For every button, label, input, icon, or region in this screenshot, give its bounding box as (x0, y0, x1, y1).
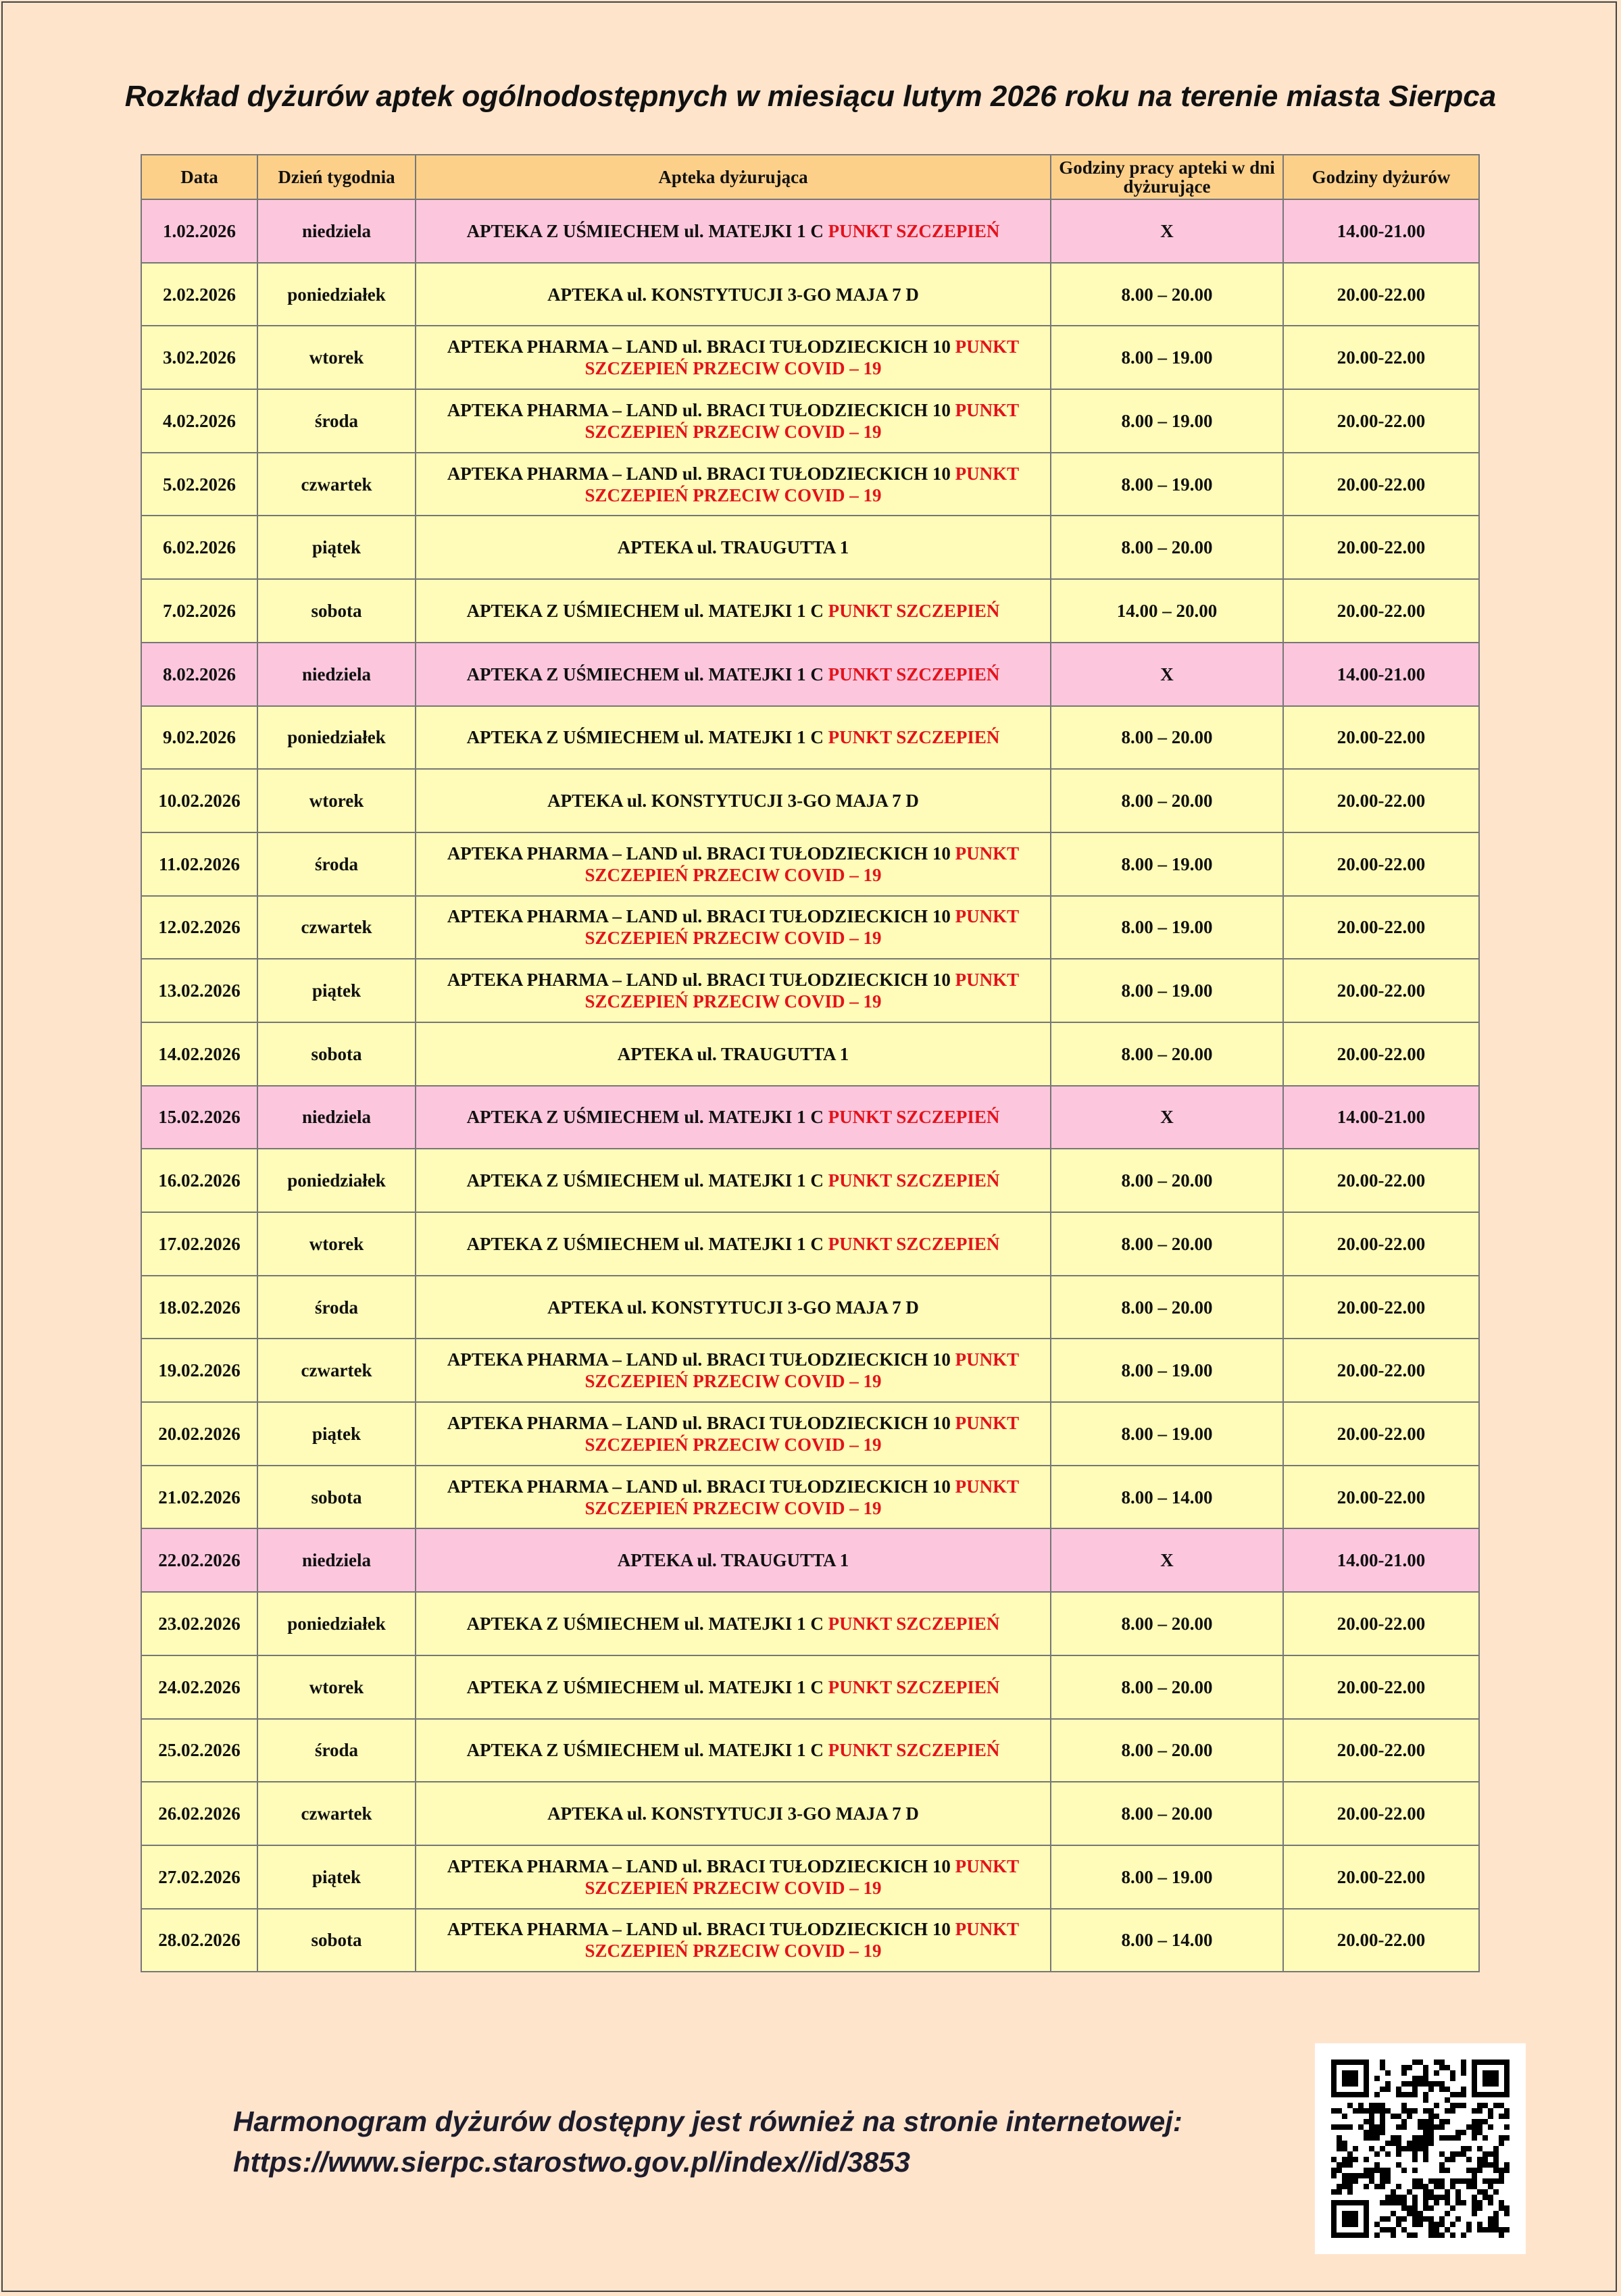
cell-weekday: poniedziałek (257, 263, 416, 326)
cell-date: 23.02.2026 (141, 1592, 257, 1655)
pharmacy-name: APTEKA PHARMA – LAND ul. BRACI TUŁODZIECKICH 10 (447, 336, 955, 357)
cell-opening-hours: 8.00 – 19.00 (1051, 326, 1283, 389)
cell-pharmacy (416, 579, 1051, 643)
table-row (141, 1212, 1479, 1276)
cell-pharmacy (416, 1719, 1051, 1782)
vaccination-point-label: PUNKT SZCZEPIEŃ (828, 1740, 1000, 1761)
table-row (141, 579, 1479, 643)
cell-date: 8.02.2026 (141, 643, 257, 706)
table-row (141, 516, 1479, 579)
page-title: Rozkład dyżurów aptek ogólnodostępnych w miesiącu lutym 2026 roku na terenie miasta Sierpca (124, 80, 1497, 113)
cell-duty-hours: 20.00-22.00 (1283, 1402, 1479, 1466)
vaccination-point-label: PUNKT SZCZEPIEŃ PRZECIW COVID – 19 (584, 1855, 1020, 1898)
pharmacy-name: APTEKA ul. TRAUGUTTA 1 (617, 1043, 849, 1064)
cell-opening-hours: 8.00 – 14.00 (1051, 1909, 1283, 1972)
cell-weekday: czwartek (257, 896, 416, 959)
pharmacy-name: APTEKA PHARMA – LAND ul. BRACI TUŁODZIECKICH 10 (447, 906, 955, 927)
table-row (141, 1086, 1479, 1149)
dinosaur-icon (1401, 2130, 1434, 2162)
cell-date: 9.02.2026 (141, 706, 257, 770)
cell-duty-hours: 20.00-22.00 (1283, 706, 1479, 770)
cell-duty-hours: 20.00-22.00 (1283, 1782, 1479, 1845)
table-row (141, 1592, 1479, 1655)
cell-date: 1.02.2026 (141, 199, 257, 263)
cell-pharmacy (416, 1149, 1051, 1212)
cell-duty-hours: 20.00-22.00 (1283, 1466, 1479, 1529)
cell-pharmacy (416, 1276, 1051, 1339)
table-row (141, 453, 1479, 516)
vaccination-point-label: PUNKT SZCZEPIEŃ PRZECIW COVID – 19 (584, 463, 1020, 505)
cell-weekday: wtorek (257, 1655, 416, 1719)
table-header-row (141, 155, 1479, 199)
cell-date: 17.02.2026 (141, 1212, 257, 1276)
pharmacy-name: APTEKA PHARMA – LAND ul. BRACI TUŁODZIECKICH 10 (447, 1412, 955, 1433)
cell-pharmacy (416, 896, 1051, 959)
cell-duty-hours: 14.00-21.00 (1283, 1086, 1479, 1149)
cell-date: 28.02.2026 (141, 1909, 257, 1972)
table-row (141, 1339, 1479, 1402)
cell-date: 4.02.2026 (141, 389, 257, 453)
header-pharmacy: Apteka dyżurująca (416, 155, 1051, 199)
table-row (141, 1845, 1479, 1909)
schedule-table (141, 154, 1480, 1972)
vaccination-point-label: PUNKT SZCZEPIEŃ PRZECIW COVID – 19 (584, 1476, 1020, 1518)
cell-opening-hours: 8.00 – 20.00 (1051, 1655, 1283, 1719)
cell-opening-hours: 8.00 – 20.00 (1051, 1719, 1283, 1782)
vaccination-point-label: PUNKT SZCZEPIEŃ PRZECIW COVID – 19 (584, 399, 1020, 442)
vaccination-point-label: PUNKT SZCZEPIEŃ (828, 1170, 1000, 1191)
cell-duty-hours: 20.00-22.00 (1283, 1339, 1479, 1402)
pharmacy-name: APTEKA Z UŚMIECHEM ul. MATEJKI 1 C (466, 664, 828, 684)
table-row (141, 706, 1479, 770)
cell-opening-hours: 8.00 – 14.00 (1051, 1466, 1283, 1529)
cell-date: 21.02.2026 (141, 1466, 257, 1529)
vaccination-point-label: PUNKT SZCZEPIEŃ PRZECIW COVID – 19 (584, 336, 1020, 379)
vaccination-point-label: PUNKT SZCZEPIEŃ (828, 600, 1000, 621)
cell-pharmacy (416, 1086, 1051, 1149)
vaccination-point-label: PUNKT SZCZEPIEŃ (828, 1676, 1000, 1697)
table-row (141, 1149, 1479, 1212)
cell-opening-hours: 8.00 – 19.00 (1051, 389, 1283, 453)
cell-weekday: poniedziałek (257, 1149, 416, 1212)
vaccination-point-label: PUNKT SZCZEPIEŃ PRZECIW COVID – 19 (584, 843, 1020, 885)
pharmacy-name: APTEKA PHARMA – LAND ul. BRACI TUŁODZIECKICH 10 (447, 970, 955, 991)
cell-weekday: czwartek (257, 453, 416, 516)
cell-duty-hours: 20.00-22.00 (1283, 1719, 1479, 1782)
cell-duty-hours: 20.00-22.00 (1283, 263, 1479, 326)
footer-url[interactable]: https://www.sierpc.starostwo.gov.pl/index//id/3853 (233, 2146, 911, 2178)
vaccination-point-label: PUNKT SZCZEPIEŃ PRZECIW COVID – 19 (584, 1412, 1020, 1455)
cell-weekday: niedziela (257, 199, 416, 263)
vaccination-point-label: PUNKT SZCZEPIEŃ PRZECIW COVID – 19 (584, 970, 1020, 1012)
cell-date: 3.02.2026 (141, 326, 257, 389)
table-row (141, 643, 1479, 706)
cell-duty-hours: 20.00-22.00 (1283, 769, 1479, 832)
header-opening-hours: Godziny pracy apteki w dni dyżurujące (1051, 155, 1283, 199)
cell-weekday: wtorek (257, 326, 416, 389)
pharmacy-name: APTEKA Z UŚMIECHEM ul. MATEJKI 1 C (466, 1676, 828, 1697)
cell-weekday: sobota (257, 1022, 416, 1086)
table-row (141, 769, 1479, 832)
cell-pharmacy (416, 1466, 1051, 1529)
cell-date: 26.02.2026 (141, 1782, 257, 1845)
cell-weekday: sobota (257, 1466, 416, 1529)
cell-opening-hours: 8.00 – 20.00 (1051, 769, 1283, 832)
cell-date: 2.02.2026 (141, 263, 257, 326)
cell-opening-hours: 8.00 – 19.00 (1051, 1339, 1283, 1402)
pharmacy-name: APTEKA PHARMA – LAND ul. BRACI TUŁODZIECKICH 10 (447, 1349, 955, 1370)
schedule-rows (141, 199, 1479, 1972)
pharmacy-name: APTEKA Z UŚMIECHEM ul. MATEJKI 1 C (466, 1613, 828, 1634)
footer-text: Harmonogram dyżurów dostępny jest również na stronie internetowej: (233, 2105, 1182, 2137)
cell-date: 19.02.2026 (141, 1339, 257, 1402)
table-row (141, 1402, 1479, 1466)
cell-duty-hours: 20.00-22.00 (1283, 1592, 1479, 1655)
vaccination-point-label: PUNKT SZCZEPIEŃ (828, 727, 1000, 748)
cell-date: 7.02.2026 (141, 579, 257, 643)
cell-date: 13.02.2026 (141, 959, 257, 1022)
cell-duty-hours: 20.00-22.00 (1283, 1909, 1479, 1972)
cell-opening-hours: 8.00 – 19.00 (1051, 959, 1283, 1022)
cell-date: 22.02.2026 (141, 1528, 257, 1592)
pharmacy-name: APTEKA ul. KONSTYTUCJI 3-GO MAJA 7 D (547, 791, 919, 812)
cell-date: 6.02.2026 (141, 516, 257, 579)
vaccination-point-label: PUNKT SZCZEPIEŃ PRZECIW COVID – 19 (584, 906, 1020, 949)
qr-code[interactable] (1315, 2043, 1526, 2254)
cell-weekday: czwartek (257, 1339, 416, 1402)
cell-duty-hours: 20.00-22.00 (1283, 896, 1479, 959)
cell-duty-hours: 20.00-22.00 (1283, 326, 1479, 389)
table-row (141, 1719, 1479, 1782)
pharmacy-name: APTEKA Z UŚMIECHEM ul. MATEJKI 1 C (466, 220, 828, 241)
cell-pharmacy (416, 199, 1051, 263)
vaccination-point-label: PUNKT SZCZEPIEŃ (828, 220, 1000, 241)
cell-pharmacy (416, 1909, 1051, 1972)
pharmacy-name: APTEKA PHARMA – LAND ul. BRACI TUŁODZIECKICH 10 (447, 843, 955, 864)
table-row (141, 1655, 1479, 1719)
cell-weekday: piątek (257, 1402, 416, 1466)
cell-opening-hours: 8.00 – 19.00 (1051, 896, 1283, 959)
cell-opening-hours: 8.00 – 20.00 (1051, 1276, 1283, 1339)
header-date: Data (141, 155, 257, 199)
cell-pharmacy (416, 326, 1051, 389)
table-row (141, 389, 1479, 453)
cell-opening-hours: 8.00 – 19.00 (1051, 453, 1283, 516)
table-row (141, 1782, 1479, 1845)
cell-date: 10.02.2026 (141, 769, 257, 832)
cell-pharmacy (416, 643, 1051, 706)
cell-weekday: środa (257, 1719, 416, 1782)
table-row (141, 1276, 1479, 1339)
cell-duty-hours: 20.00-22.00 (1283, 1845, 1479, 1909)
cell-duty-hours: 20.00-22.00 (1283, 389, 1479, 453)
cell-duty-hours: 20.00-22.00 (1283, 1149, 1479, 1212)
pharmacy-name: APTEKA ul. KONSTYTUCJI 3-GO MAJA 7 D (547, 284, 919, 305)
cell-pharmacy (416, 1655, 1051, 1719)
cell-date: 12.02.2026 (141, 896, 257, 959)
cell-pharmacy (416, 1528, 1051, 1592)
pharmacy-name: APTEKA ul. KONSTYTUCJI 3-GO MAJA 7 D (547, 1297, 919, 1318)
cell-duty-hours: 20.00-22.00 (1283, 959, 1479, 1022)
cell-pharmacy (416, 1022, 1051, 1086)
cell-pharmacy (416, 832, 1051, 896)
cell-weekday: niedziela (257, 1528, 416, 1592)
cell-duty-hours: 20.00-22.00 (1283, 453, 1479, 516)
table-row (141, 199, 1479, 263)
pharmacy-name: APTEKA ul. TRAUGUTTA 1 (617, 1550, 849, 1571)
cell-weekday: niedziela (257, 643, 416, 706)
cell-duty-hours: 14.00-21.00 (1283, 199, 1479, 263)
cell-weekday: piątek (257, 516, 416, 579)
pharmacy-name: APTEKA PHARMA – LAND ul. BRACI TUŁODZIECKICH 10 (447, 1476, 955, 1497)
cell-duty-hours: 14.00-21.00 (1283, 1528, 1479, 1592)
header-weekday: Dzień tygodnia (257, 155, 416, 199)
cell-opening-hours: 8.00 – 20.00 (1051, 1212, 1283, 1276)
vaccination-point-label: PUNKT SZCZEPIEŃ (828, 1613, 1000, 1634)
cell-date: 25.02.2026 (141, 1719, 257, 1782)
cell-weekday: sobota (257, 579, 416, 643)
cell-pharmacy (416, 1339, 1051, 1402)
cell-pharmacy (416, 453, 1051, 516)
vaccination-point-label: PUNKT SZCZEPIEŃ PRZECIW COVID – 19 (584, 1919, 1020, 1962)
cell-opening-hours: 8.00 – 19.00 (1051, 832, 1283, 896)
cell-duty-hours: 14.00-21.00 (1283, 643, 1479, 706)
cell-date: 11.02.2026 (141, 832, 257, 896)
cell-weekday: środa (257, 832, 416, 896)
table-row (141, 1909, 1479, 1972)
table-row (141, 263, 1479, 326)
header-duty-hours: Godziny dyżurów (1283, 155, 1479, 199)
cell-weekday: poniedziałek (257, 706, 416, 770)
cell-opening-hours: X (1051, 199, 1283, 263)
cell-opening-hours: 14.00 – 20.00 (1051, 579, 1283, 643)
cell-duty-hours: 20.00-22.00 (1283, 1212, 1479, 1276)
cell-weekday: wtorek (257, 769, 416, 832)
cell-pharmacy (416, 1782, 1051, 1845)
cell-opening-hours: 8.00 – 20.00 (1051, 516, 1283, 579)
cell-weekday: piątek (257, 959, 416, 1022)
cell-weekday: sobota (257, 1909, 416, 1972)
cell-opening-hours: 8.00 – 19.00 (1051, 1402, 1283, 1466)
cell-weekday: środa (257, 1276, 416, 1339)
cell-duty-hours: 20.00-22.00 (1283, 832, 1479, 896)
cell-date: 20.02.2026 (141, 1402, 257, 1466)
cell-weekday: środa (257, 389, 416, 453)
cell-date: 16.02.2026 (141, 1149, 257, 1212)
cell-weekday: piątek (257, 1845, 416, 1909)
cell-pharmacy (416, 389, 1051, 453)
table-row (141, 1022, 1479, 1086)
cell-weekday: niedziela (257, 1086, 416, 1149)
cell-opening-hours: 8.00 – 20.00 (1051, 1022, 1283, 1086)
cell-date: 14.02.2026 (141, 1022, 257, 1086)
cell-duty-hours: 20.00-22.00 (1283, 579, 1479, 643)
cell-pharmacy (416, 1402, 1051, 1466)
cell-duty-hours: 20.00-22.00 (1283, 1022, 1479, 1086)
table-row (141, 959, 1479, 1022)
vaccination-point-label: PUNKT SZCZEPIEŃ (828, 664, 1000, 684)
pharmacy-name: APTEKA ul. TRAUGUTTA 1 (617, 537, 849, 558)
table-row (141, 896, 1479, 959)
cell-duty-hours: 20.00-22.00 (1283, 1276, 1479, 1339)
cell-pharmacy (416, 1845, 1051, 1909)
cell-duty-hours: 20.00-22.00 (1283, 1655, 1479, 1719)
cell-date: 15.02.2026 (141, 1086, 257, 1149)
cell-date: 5.02.2026 (141, 453, 257, 516)
cell-pharmacy (416, 706, 1051, 770)
cell-opening-hours: X (1051, 1528, 1283, 1592)
pharmacy-name: APTEKA Z UŚMIECHEM ul. MATEJKI 1 C (466, 1170, 828, 1191)
cell-pharmacy (416, 516, 1051, 579)
pharmacy-name: APTEKA ul. KONSTYTUCJI 3-GO MAJA 7 D (547, 1803, 919, 1824)
qr-code-icon (1331, 2060, 1510, 2238)
cell-pharmacy (416, 1212, 1051, 1276)
pharmacy-name: APTEKA PHARMA – LAND ul. BRACI TUŁODZIECKICH 10 (447, 1855, 955, 1876)
pharmacy-name: APTEKA Z UŚMIECHEM ul. MATEJKI 1 C (466, 1233, 828, 1254)
cell-pharmacy (416, 769, 1051, 832)
vaccination-point-label: PUNKT SZCZEPIEŃ PRZECIW COVID – 19 (584, 1349, 1020, 1392)
pharmacy-name: APTEKA PHARMA – LAND ul. BRACI TUŁODZIECKICH 10 (447, 399, 955, 420)
pharmacy-name: APTEKA PHARMA – LAND ul. BRACI TUŁODZIECKICH 10 (447, 463, 955, 484)
cell-duty-hours: 20.00-22.00 (1283, 516, 1479, 579)
pharmacy-name: APTEKA Z UŚMIECHEM ul. MATEJKI 1 C (466, 1107, 828, 1128)
cell-pharmacy (416, 1592, 1051, 1655)
cell-opening-hours: 8.00 – 19.00 (1051, 1845, 1283, 1909)
table-row (141, 832, 1479, 896)
pharmacy-name: APTEKA Z UŚMIECHEM ul. MATEJKI 1 C (466, 600, 828, 621)
vaccination-point-label: PUNKT SZCZEPIEŃ (828, 1233, 1000, 1254)
cell-opening-hours: X (1051, 1086, 1283, 1149)
cell-opening-hours: 8.00 – 20.00 (1051, 1149, 1283, 1212)
pharmacy-name: APTEKA Z UŚMIECHEM ul. MATEJKI 1 C (466, 1740, 828, 1761)
cell-weekday: poniedziałek (257, 1592, 416, 1655)
cell-opening-hours: 8.00 – 20.00 (1051, 263, 1283, 326)
cell-opening-hours: X (1051, 643, 1283, 706)
cell-pharmacy (416, 959, 1051, 1022)
pharmacy-name: APTEKA PHARMA – LAND ul. BRACI TUŁODZIECKICH 10 (447, 1919, 955, 1940)
table-row (141, 326, 1479, 389)
cell-opening-hours: 8.00 – 20.00 (1051, 706, 1283, 770)
cell-pharmacy (416, 263, 1051, 326)
cell-date: 18.02.2026 (141, 1276, 257, 1339)
cell-weekday: czwartek (257, 1782, 416, 1845)
cell-weekday: wtorek (257, 1212, 416, 1276)
cell-date: 24.02.2026 (141, 1655, 257, 1719)
cell-opening-hours: 8.00 – 20.00 (1051, 1782, 1283, 1845)
vaccination-point-label: PUNKT SZCZEPIEŃ (828, 1107, 1000, 1128)
table-row (141, 1528, 1479, 1592)
footer-note (233, 2101, 1182, 2182)
pharmacy-name: APTEKA Z UŚMIECHEM ul. MATEJKI 1 C (466, 727, 828, 748)
table-row (141, 1466, 1479, 1529)
cell-opening-hours: 8.00 – 20.00 (1051, 1592, 1283, 1655)
cell-date: 27.02.2026 (141, 1845, 257, 1909)
